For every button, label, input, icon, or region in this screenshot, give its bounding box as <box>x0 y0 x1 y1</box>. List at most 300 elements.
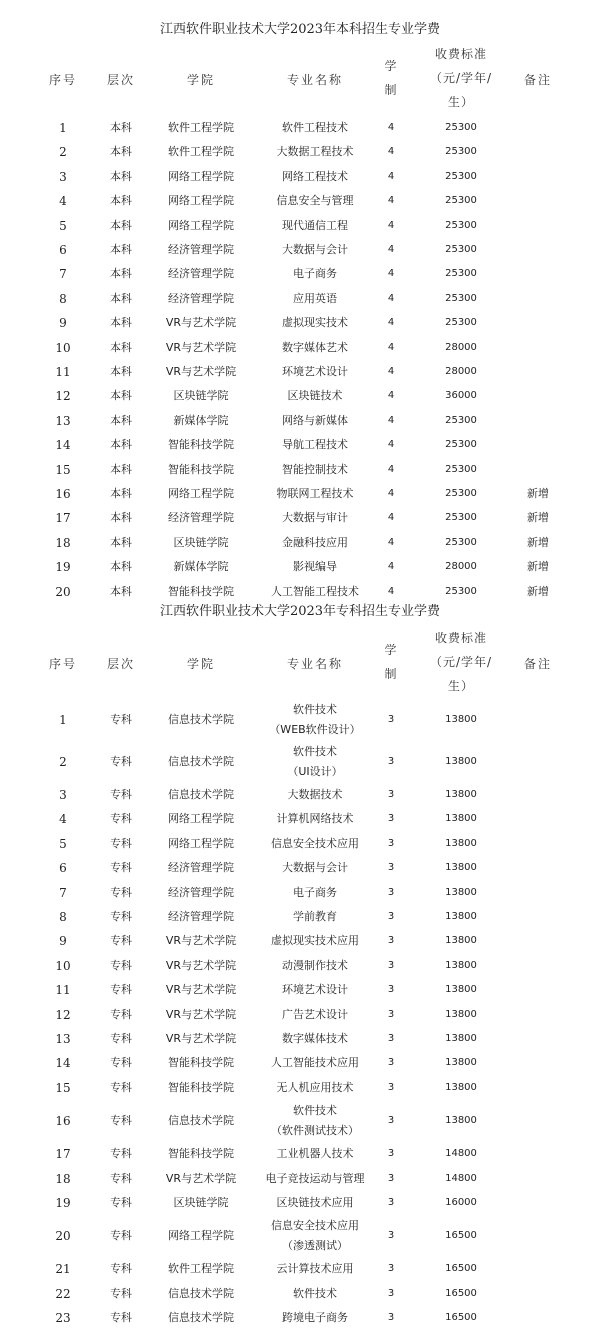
cell-fee: 25300 <box>445 512 477 524</box>
table-row <box>0 433 600 457</box>
table-row <box>0 1167 600 1191</box>
cell-seq: 1 <box>59 121 67 135</box>
cell-college: 软件工程学院 <box>168 1262 234 1276</box>
table-row <box>0 783 600 807</box>
table-row <box>0 165 600 189</box>
cell-major: 电子商务 <box>293 885 337 899</box>
cell-fee: 25300 <box>445 292 477 304</box>
cell-years: 3 <box>387 959 395 971</box>
cell-major: 跨境电子商务 <box>282 1311 348 1325</box>
header-level: 层次 <box>106 657 135 671</box>
cell-fee: 25300 <box>445 414 477 426</box>
cell-years: 3 <box>387 1148 395 1160</box>
cell-fee: 13800 <box>445 935 477 947</box>
cell-major: 数字媒体艺术 <box>282 340 348 354</box>
associate-table-title: 江西软件职业技术大学2023年专科招生专业学费 <box>159 604 441 619</box>
table-row <box>0 506 600 530</box>
cell-level: 专科 <box>110 1032 132 1045</box>
cell-years: 3 <box>387 862 395 874</box>
cell-major: 数字媒体技术 <box>282 1032 348 1045</box>
cell-college: 经济管理学院 <box>168 243 234 256</box>
cell-major: 大数据技术 <box>287 788 343 801</box>
cell-seq: 5 <box>59 836 67 851</box>
table-row <box>0 929 600 953</box>
cell-major: 网络与新媒体 <box>282 413 348 427</box>
table-row <box>0 1100 600 1142</box>
cell-seq: 19 <box>55 1196 71 1210</box>
cell-seq: 6 <box>59 243 67 257</box>
cell-major: 大数据工程技术 <box>276 145 354 159</box>
cell-fee: 25300 <box>445 195 477 207</box>
cell-fee: 13800 <box>445 837 477 849</box>
cell-major: 导航工程技术 <box>282 438 348 452</box>
header-years <box>376 54 406 102</box>
cell-major: 软件工程技术 <box>282 121 348 134</box>
cell-level: 本科 <box>110 218 132 232</box>
header-years-line: 制 <box>384 667 398 681</box>
cell-fee: 13800 <box>445 1057 477 1069</box>
cell-major: 金融科技应用 <box>282 535 348 549</box>
cell-major: 应用英语 <box>293 291 337 305</box>
cell-college: 智能科技学院 <box>168 1080 234 1094</box>
cell-college: 信息技术学院 <box>168 1311 234 1325</box>
cell-seq: 20 <box>55 1229 71 1244</box>
header-major: 专业名称 <box>286 657 343 671</box>
cell-level: 专科 <box>110 836 132 850</box>
header-note: 备注 <box>523 657 552 671</box>
cell-seq: 9 <box>59 934 67 949</box>
cell-level: 本科 <box>110 291 132 305</box>
cell-fee: 16500 <box>445 1230 477 1242</box>
header-fee-line: 生） <box>447 95 474 109</box>
cell-level: 专科 <box>110 1080 132 1094</box>
header-years <box>376 638 406 686</box>
header-years-line: 制 <box>384 83 398 97</box>
cell-fee: 16500 <box>445 1287 477 1299</box>
cell-fee: 25300 <box>445 219 477 231</box>
cell-college: 信息技术学院 <box>168 788 234 801</box>
cell-level: 本科 <box>110 365 132 378</box>
cell-years: 4 <box>387 561 395 573</box>
cell-years: 4 <box>387 439 395 451</box>
cell-college: 网络工程学院 <box>168 218 234 232</box>
cell-college: 智能科技学院 <box>168 1147 234 1161</box>
cell-major: 动漫制作技术 <box>282 958 348 972</box>
table-row <box>0 140 600 164</box>
cell-college: 信息技术学院 <box>168 1286 234 1300</box>
cell-level: 专科 <box>110 713 132 726</box>
cell-major: 环境艺术设计 <box>282 365 348 378</box>
cell-level: 本科 <box>110 487 132 500</box>
cell-fee: 13800 <box>445 813 477 825</box>
cell-college: 软件工程学院 <box>168 145 234 159</box>
header-fee-line: （元/学年/ <box>429 655 493 669</box>
cell-years: 3 <box>387 886 395 898</box>
table-row <box>0 954 600 978</box>
cell-years: 3 <box>387 813 395 825</box>
header-fee <box>411 626 511 698</box>
cell-level: 专科 <box>110 1114 132 1128</box>
cell-level: 专科 <box>110 788 132 801</box>
cell-college: 网络工程学院 <box>168 812 234 826</box>
cell-major: 信息安全技术应用 <box>271 836 359 850</box>
cell-level: 本科 <box>110 145 132 159</box>
cell-major: 电子竞技运动与管理 <box>265 1171 365 1185</box>
cell-major-line: （WEB软件设计） <box>269 723 361 736</box>
table-row <box>0 1306 600 1330</box>
cell-fee: 13800 <box>445 1033 477 1044</box>
table-row <box>0 807 600 831</box>
table-row <box>0 1282 600 1306</box>
cell-college: VR与艺术学院 <box>165 316 237 330</box>
cell-fee: 25300 <box>445 146 477 158</box>
table-row <box>0 1003 600 1027</box>
cell-fee: 13800 <box>445 756 477 767</box>
cell-major: 广告艺术设计 <box>282 1007 348 1021</box>
cell-fee: 25300 <box>445 122 477 133</box>
cell-level: 本科 <box>110 462 132 476</box>
cell-fee: 13800 <box>445 1081 477 1093</box>
cell-fee: 25300 <box>445 268 477 280</box>
cell-level: 本科 <box>110 316 132 330</box>
cell-seq: 13 <box>55 413 71 428</box>
cell-major: 环境艺术设计 <box>282 983 348 997</box>
cell-years: 4 <box>387 390 395 402</box>
cell-seq: 14 <box>55 1056 71 1071</box>
cell-seq: 14 <box>55 438 71 453</box>
cell-major: 工业机器人技术 <box>276 1147 354 1161</box>
header-level: 层次 <box>106 73 135 87</box>
cell-seq: 7 <box>59 885 67 900</box>
cell-college: 经济管理学院 <box>168 267 234 281</box>
table-row <box>0 856 600 880</box>
cell-major: 大数据与会计 <box>282 243 348 256</box>
cell-major: 区块链技术 <box>287 389 343 403</box>
cell-level: 本科 <box>110 121 132 134</box>
cell-years: 4 <box>387 170 395 182</box>
cell-major: 信息安全与管理 <box>276 194 354 208</box>
cell-level: 本科 <box>110 340 132 354</box>
cell-major: 大数据与审计 <box>282 511 348 525</box>
header-note: 备注 <box>523 73 552 87</box>
cell-college: 信息技术学院 <box>168 713 234 726</box>
cell-level: 专科 <box>110 1056 132 1070</box>
cell-years: 4 <box>387 122 395 133</box>
cell-seq: 9 <box>59 316 67 331</box>
header-fee-line: 收费标准 <box>434 631 487 645</box>
table-row <box>0 287 600 311</box>
cell-major-line: （渗透测试） <box>282 1239 348 1253</box>
table-row <box>0 1027 600 1051</box>
cell-years: 4 <box>387 463 395 475</box>
cell-major: 人工智能工程技术 <box>271 584 359 598</box>
cell-college: 软件工程学院 <box>168 121 234 134</box>
cell-seq: 15 <box>55 462 71 477</box>
cell-major: 学前教育 <box>293 910 337 923</box>
cell-seq: 16 <box>55 487 71 501</box>
cell-years: 3 <box>387 1172 395 1184</box>
cell-fee: 25300 <box>445 439 477 451</box>
cell-fee: 36000 <box>445 390 477 402</box>
cell-level: 专科 <box>110 1286 132 1300</box>
cell-major: 物联网工程技术 <box>276 487 354 500</box>
cell-fee: 25300 <box>445 488 477 499</box>
cell-years: 3 <box>387 1033 395 1044</box>
cell-years: 3 <box>387 1008 395 1020</box>
cell-college: VR与艺术学院 <box>165 934 237 948</box>
cell-fee: 13800 <box>445 1008 477 1020</box>
cell-level: 本科 <box>110 438 132 452</box>
cell-major: 云计算技术应用 <box>276 1262 354 1276</box>
cell-level: 专科 <box>110 1147 132 1161</box>
cell-fee: 28000 <box>445 366 477 377</box>
table-row <box>0 905 600 929</box>
cell-seq: 8 <box>59 910 67 924</box>
cell-seq: 13 <box>55 1032 71 1046</box>
cell-seq: 3 <box>59 788 67 802</box>
header-major: 专业名称 <box>286 73 343 87</box>
cell-years: 3 <box>387 1312 395 1324</box>
cell-major: 电子商务 <box>293 267 337 281</box>
cell-college: 智能科技学院 <box>168 584 234 598</box>
cell-college: VR与艺术学院 <box>165 1032 237 1045</box>
cell-seq: 3 <box>59 169 67 184</box>
cell-seq: 7 <box>59 267 67 282</box>
cell-major-line: 软件技术 <box>293 745 337 758</box>
table-row <box>0 360 600 384</box>
cell-years: 3 <box>387 1287 395 1299</box>
cell-years: 3 <box>387 1115 395 1127</box>
cell-seq: 4 <box>59 194 67 209</box>
cell-college: 经济管理学院 <box>168 885 234 899</box>
cell-level: 专科 <box>110 983 132 997</box>
cell-seq: 18 <box>55 535 71 550</box>
cell-college: VR与艺术学院 <box>165 958 237 972</box>
table-row <box>0 116 600 140</box>
cell-major-line: 软件技术 <box>293 703 337 716</box>
cell-seq: 10 <box>55 340 71 355</box>
cell-fee: 16000 <box>445 1197 477 1208</box>
header-years-line: 学 <box>384 643 398 657</box>
cell-level: 专科 <box>110 958 132 972</box>
cell-note: 新增 <box>527 511 549 525</box>
cell-level: 本科 <box>110 194 132 208</box>
cell-fee: 13800 <box>445 959 477 971</box>
cell-level: 本科 <box>110 243 132 256</box>
table-row <box>0 482 600 506</box>
cell-major: 区块链技术应用 <box>276 1196 354 1209</box>
cell-level: 本科 <box>110 267 132 281</box>
cell-fee: 13800 <box>445 862 477 874</box>
cell-college: 网络工程学院 <box>168 1229 234 1243</box>
cell-years: 4 <box>387 195 395 207</box>
cell-college: 信息技术学院 <box>168 1114 234 1128</box>
cell-major: 虚拟现实技术 <box>282 316 348 330</box>
table-row <box>0 238 600 262</box>
header-fee-line: 收费标准 <box>434 47 487 61</box>
cell-college: 网络工程学院 <box>168 836 234 850</box>
table-row <box>0 1257 600 1281</box>
cell-major: 大数据与会计 <box>282 861 348 875</box>
cell-major <box>250 700 380 740</box>
cell-fee: 14800 <box>445 1172 477 1184</box>
cell-seq: 16 <box>55 1114 71 1129</box>
cell-seq: 2 <box>59 145 67 160</box>
cell-major: 网络工程技术 <box>282 169 348 183</box>
cell-seq: 20 <box>55 584 71 599</box>
cell-college: VR与艺术学院 <box>165 1007 237 1021</box>
cell-seq: 8 <box>59 291 67 306</box>
cell-college: VR与艺术学院 <box>165 365 237 378</box>
cell-years: 4 <box>387 414 395 426</box>
cell-years: 3 <box>387 756 395 767</box>
cell-level: 专科 <box>110 1229 132 1243</box>
cell-level: 专科 <box>110 861 132 875</box>
table-row <box>0 1051 600 1075</box>
cell-fee: 25300 <box>445 463 477 475</box>
cell-major: 智能控制技术 <box>282 462 348 476</box>
table-row <box>0 311 600 335</box>
cell-years: 4 <box>387 341 395 353</box>
cell-college: 经济管理学院 <box>168 861 234 875</box>
cell-level: 本科 <box>110 389 132 403</box>
table-row <box>0 978 600 1002</box>
header-fee-line: （元/学年/ <box>429 71 493 85</box>
table-row <box>0 699 600 741</box>
cell-seq: 10 <box>55 958 71 973</box>
cell-major-line: 软件技术 <box>293 1104 337 1118</box>
header-seq: 序号 <box>48 73 77 87</box>
table-row <box>0 262 600 286</box>
table-row <box>0 214 600 238</box>
table-row <box>0 832 600 856</box>
cell-major: 虚拟现实技术应用 <box>271 934 359 948</box>
cell-fee: 25300 <box>445 585 477 597</box>
cell-college: 区块链学院 <box>173 535 229 549</box>
cell-note: 新增 <box>527 487 549 500</box>
cell-college: 智能科技学院 <box>168 462 234 476</box>
cell-note: 新增 <box>527 560 549 574</box>
cell-years: 4 <box>387 292 395 304</box>
cell-years: 4 <box>387 488 395 499</box>
cell-college: 经济管理学院 <box>168 511 234 525</box>
cell-college: VR与艺术学院 <box>165 340 237 354</box>
cell-level: 专科 <box>110 755 132 768</box>
table-row <box>0 458 600 482</box>
cell-seq: 4 <box>59 812 67 827</box>
cell-major: 影视编导 <box>293 560 337 574</box>
cell-note: 新增 <box>527 535 549 549</box>
cell-major <box>250 1101 380 1141</box>
cell-fee: 13800 <box>445 789 477 800</box>
cell-level: 本科 <box>110 413 132 427</box>
cell-level: 本科 <box>110 169 132 183</box>
cell-fee: 13800 <box>445 886 477 898</box>
cell-college: 智能科技学院 <box>168 438 234 452</box>
cell-college: 区块链学院 <box>173 1196 229 1209</box>
cell-level: 专科 <box>110 812 132 826</box>
table-row <box>0 336 600 360</box>
cell-college: 智能科技学院 <box>168 1056 234 1070</box>
cell-seq: 22 <box>55 1286 71 1301</box>
cell-fee: 25300 <box>445 317 477 329</box>
cell-level: 专科 <box>110 910 132 923</box>
header-college: 学院 <box>186 657 215 671</box>
table-row <box>0 881 600 905</box>
table-row <box>0 555 600 579</box>
cell-fee: 16500 <box>445 1312 477 1324</box>
cell-level: 专科 <box>110 885 132 899</box>
cell-seq: 6 <box>59 861 67 876</box>
cell-years: 3 <box>387 1057 395 1069</box>
cell-fee: 16500 <box>445 1263 477 1275</box>
cell-years: 3 <box>387 911 395 922</box>
cell-seq: 12 <box>55 1007 71 1022</box>
cell-college: 网络工程学院 <box>168 169 234 183</box>
cell-college: 经济管理学院 <box>168 910 234 923</box>
cell-major: 无人机应用技术 <box>276 1080 354 1094</box>
cell-level: 专科 <box>110 1171 132 1185</box>
table-row <box>0 1191 600 1215</box>
cell-college: 网络工程学院 <box>168 194 234 208</box>
cell-major-line: （UI设计） <box>287 765 343 778</box>
cell-fee: 13800 <box>445 1115 477 1127</box>
table-row <box>0 384 600 408</box>
cell-fee: 25300 <box>445 170 477 182</box>
cell-years: 3 <box>387 1197 395 1208</box>
cell-years: 3 <box>387 935 395 947</box>
cell-note: 新增 <box>527 584 549 598</box>
cell-major: 计算机网络技术 <box>276 812 354 826</box>
cell-major: 软件技术 <box>293 1286 337 1300</box>
cell-college: VR与艺术学院 <box>165 1171 237 1185</box>
cell-seq: 1 <box>59 713 67 727</box>
table-row <box>0 1076 600 1100</box>
cell-major: 现代通信工程 <box>282 218 348 232</box>
cell-seq: 18 <box>55 1171 71 1186</box>
cell-seq: 11 <box>55 983 71 998</box>
cell-college: 新媒体学院 <box>173 560 229 574</box>
cell-seq: 23 <box>55 1311 71 1326</box>
cell-level: 专科 <box>110 934 132 948</box>
cell-years: 3 <box>387 789 395 800</box>
cell-level: 本科 <box>110 584 132 598</box>
cell-major-line: （软件测试技术） <box>271 1124 359 1138</box>
cell-college: 信息技术学院 <box>168 755 234 768</box>
cell-fee: 25300 <box>445 244 477 255</box>
header-years-line: 学 <box>384 59 398 73</box>
table-row <box>0 531 600 555</box>
table-row <box>0 1215 600 1257</box>
header-seq: 序号 <box>48 657 77 671</box>
cell-fee: 28000 <box>445 341 477 353</box>
cell-years: 3 <box>387 714 395 725</box>
cell-level: 专科 <box>110 1196 132 1209</box>
cell-level: 本科 <box>110 511 132 525</box>
cell-years: 4 <box>387 512 395 524</box>
cell-college: 区块链学院 <box>173 389 229 403</box>
cell-fee: 13800 <box>445 984 477 996</box>
cell-fee: 25300 <box>445 536 477 548</box>
cell-major: 人工智能技术应用 <box>271 1056 359 1070</box>
cell-years: 4 <box>387 317 395 329</box>
cell-fee: 14800 <box>445 1148 477 1160</box>
cell-years: 3 <box>387 1263 395 1275</box>
table-row <box>0 741 600 783</box>
cell-level: 本科 <box>110 560 132 574</box>
cell-seq: 17 <box>55 511 71 526</box>
cell-college: 经济管理学院 <box>168 291 234 305</box>
